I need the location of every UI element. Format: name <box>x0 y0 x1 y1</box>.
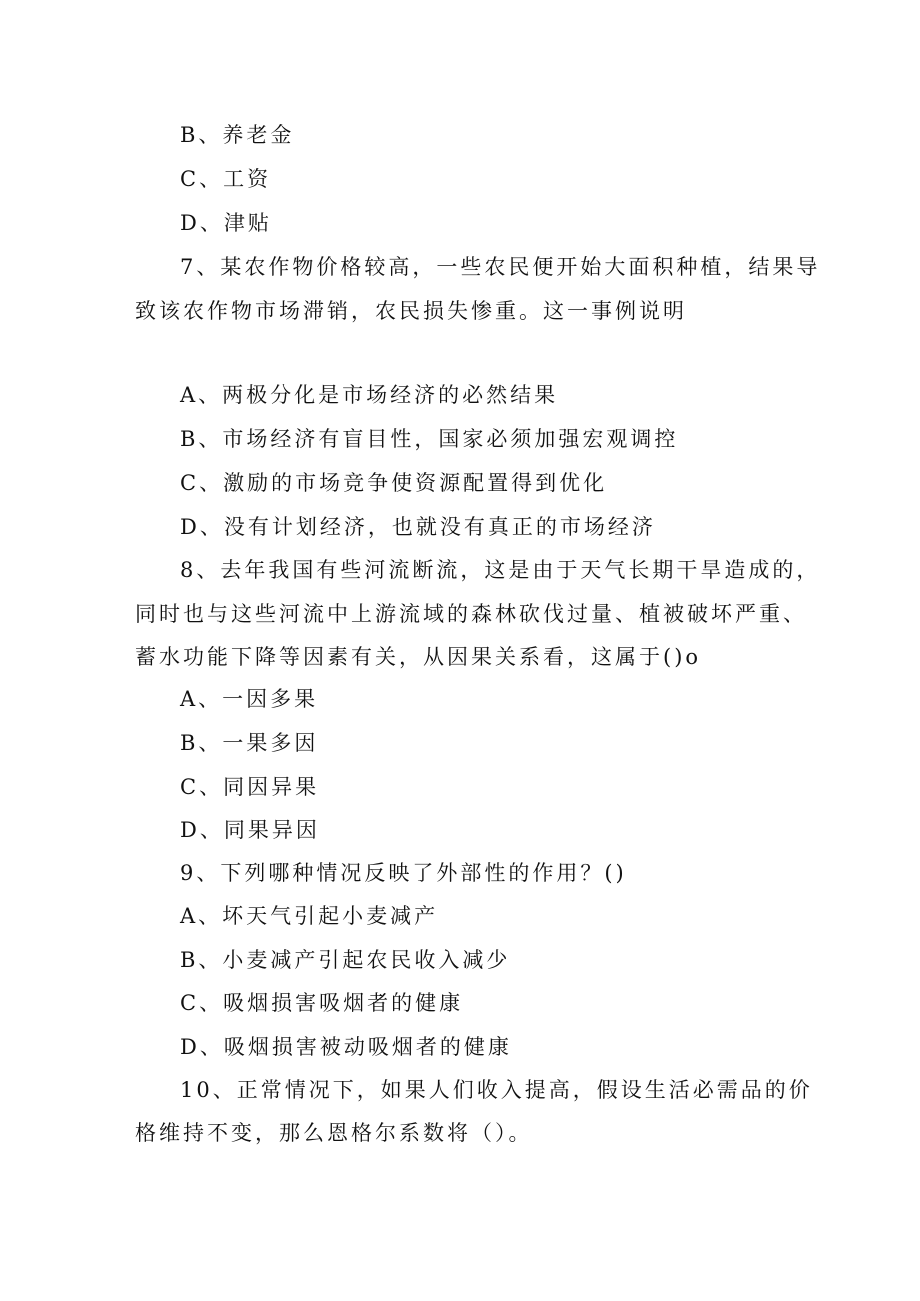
q7-option-b: B、市场经济有盲目性，国家必须加强宏观调控 <box>180 427 679 451</box>
q6-option-d: D、津贴 <box>180 211 272 235</box>
q8-option-d: D、同果异因 <box>180 818 320 842</box>
q8-stem-line-3: 蓄水功能下降等因素有关，从因果关系看，这属于()o <box>135 645 702 669</box>
q9-option-d: D、吸烟损害被动吸烟者的健康 <box>180 1035 512 1059</box>
q9-option-c: C、吸烟损害吸烟者的健康 <box>180 991 464 1015</box>
q7-stem-line-2: 致该农作物市场滞销，农民损失惨重。这一事例说明 <box>135 299 687 323</box>
q10-stem-line-1: 10、正常情况下，如果人们收入提高，假设生活必需品的价 <box>180 1078 813 1102</box>
q9-option-b: B、小麦减产引起农民收入减少 <box>180 948 511 972</box>
q9-stem: 9、下列哪种情况反映了外部性的作用？() <box>180 861 627 885</box>
q8-stem-line-1: 8、去年我国有些河流断流，这是由于天气长期干旱造成的， <box>180 558 821 582</box>
q7-option-c: C、激励的市场竞争使资源配置得到优化 <box>180 471 608 495</box>
q9-option-a: A、坏天气引起小麦减产 <box>180 904 439 928</box>
q7-option-d: D、没有计划经济，也就没有真正的市场经济 <box>180 515 656 539</box>
q10-stem-line-2: 格维持不变，那么恩格尔系数将（）。 <box>135 1121 533 1145</box>
q8-stem-line-2: 同时也与这些河流中上游流域的森林砍伐过量、植被破坏严重、 <box>135 602 807 626</box>
q8-option-b: B、一果多因 <box>180 731 319 755</box>
q6-option-b: B、养老金 <box>180 123 295 147</box>
q8-option-c: C、同因异果 <box>180 775 320 799</box>
q8-option-a: A、一因多果 <box>180 687 319 711</box>
q7-option-a: A、两极分化是市场经济的必然结果 <box>180 383 559 407</box>
q7-stem-line-1: 7、某农作物价格较高，一些农民便开始大面积种植，结果导 <box>180 255 821 279</box>
q6-option-c: C、工资 <box>180 167 272 191</box>
